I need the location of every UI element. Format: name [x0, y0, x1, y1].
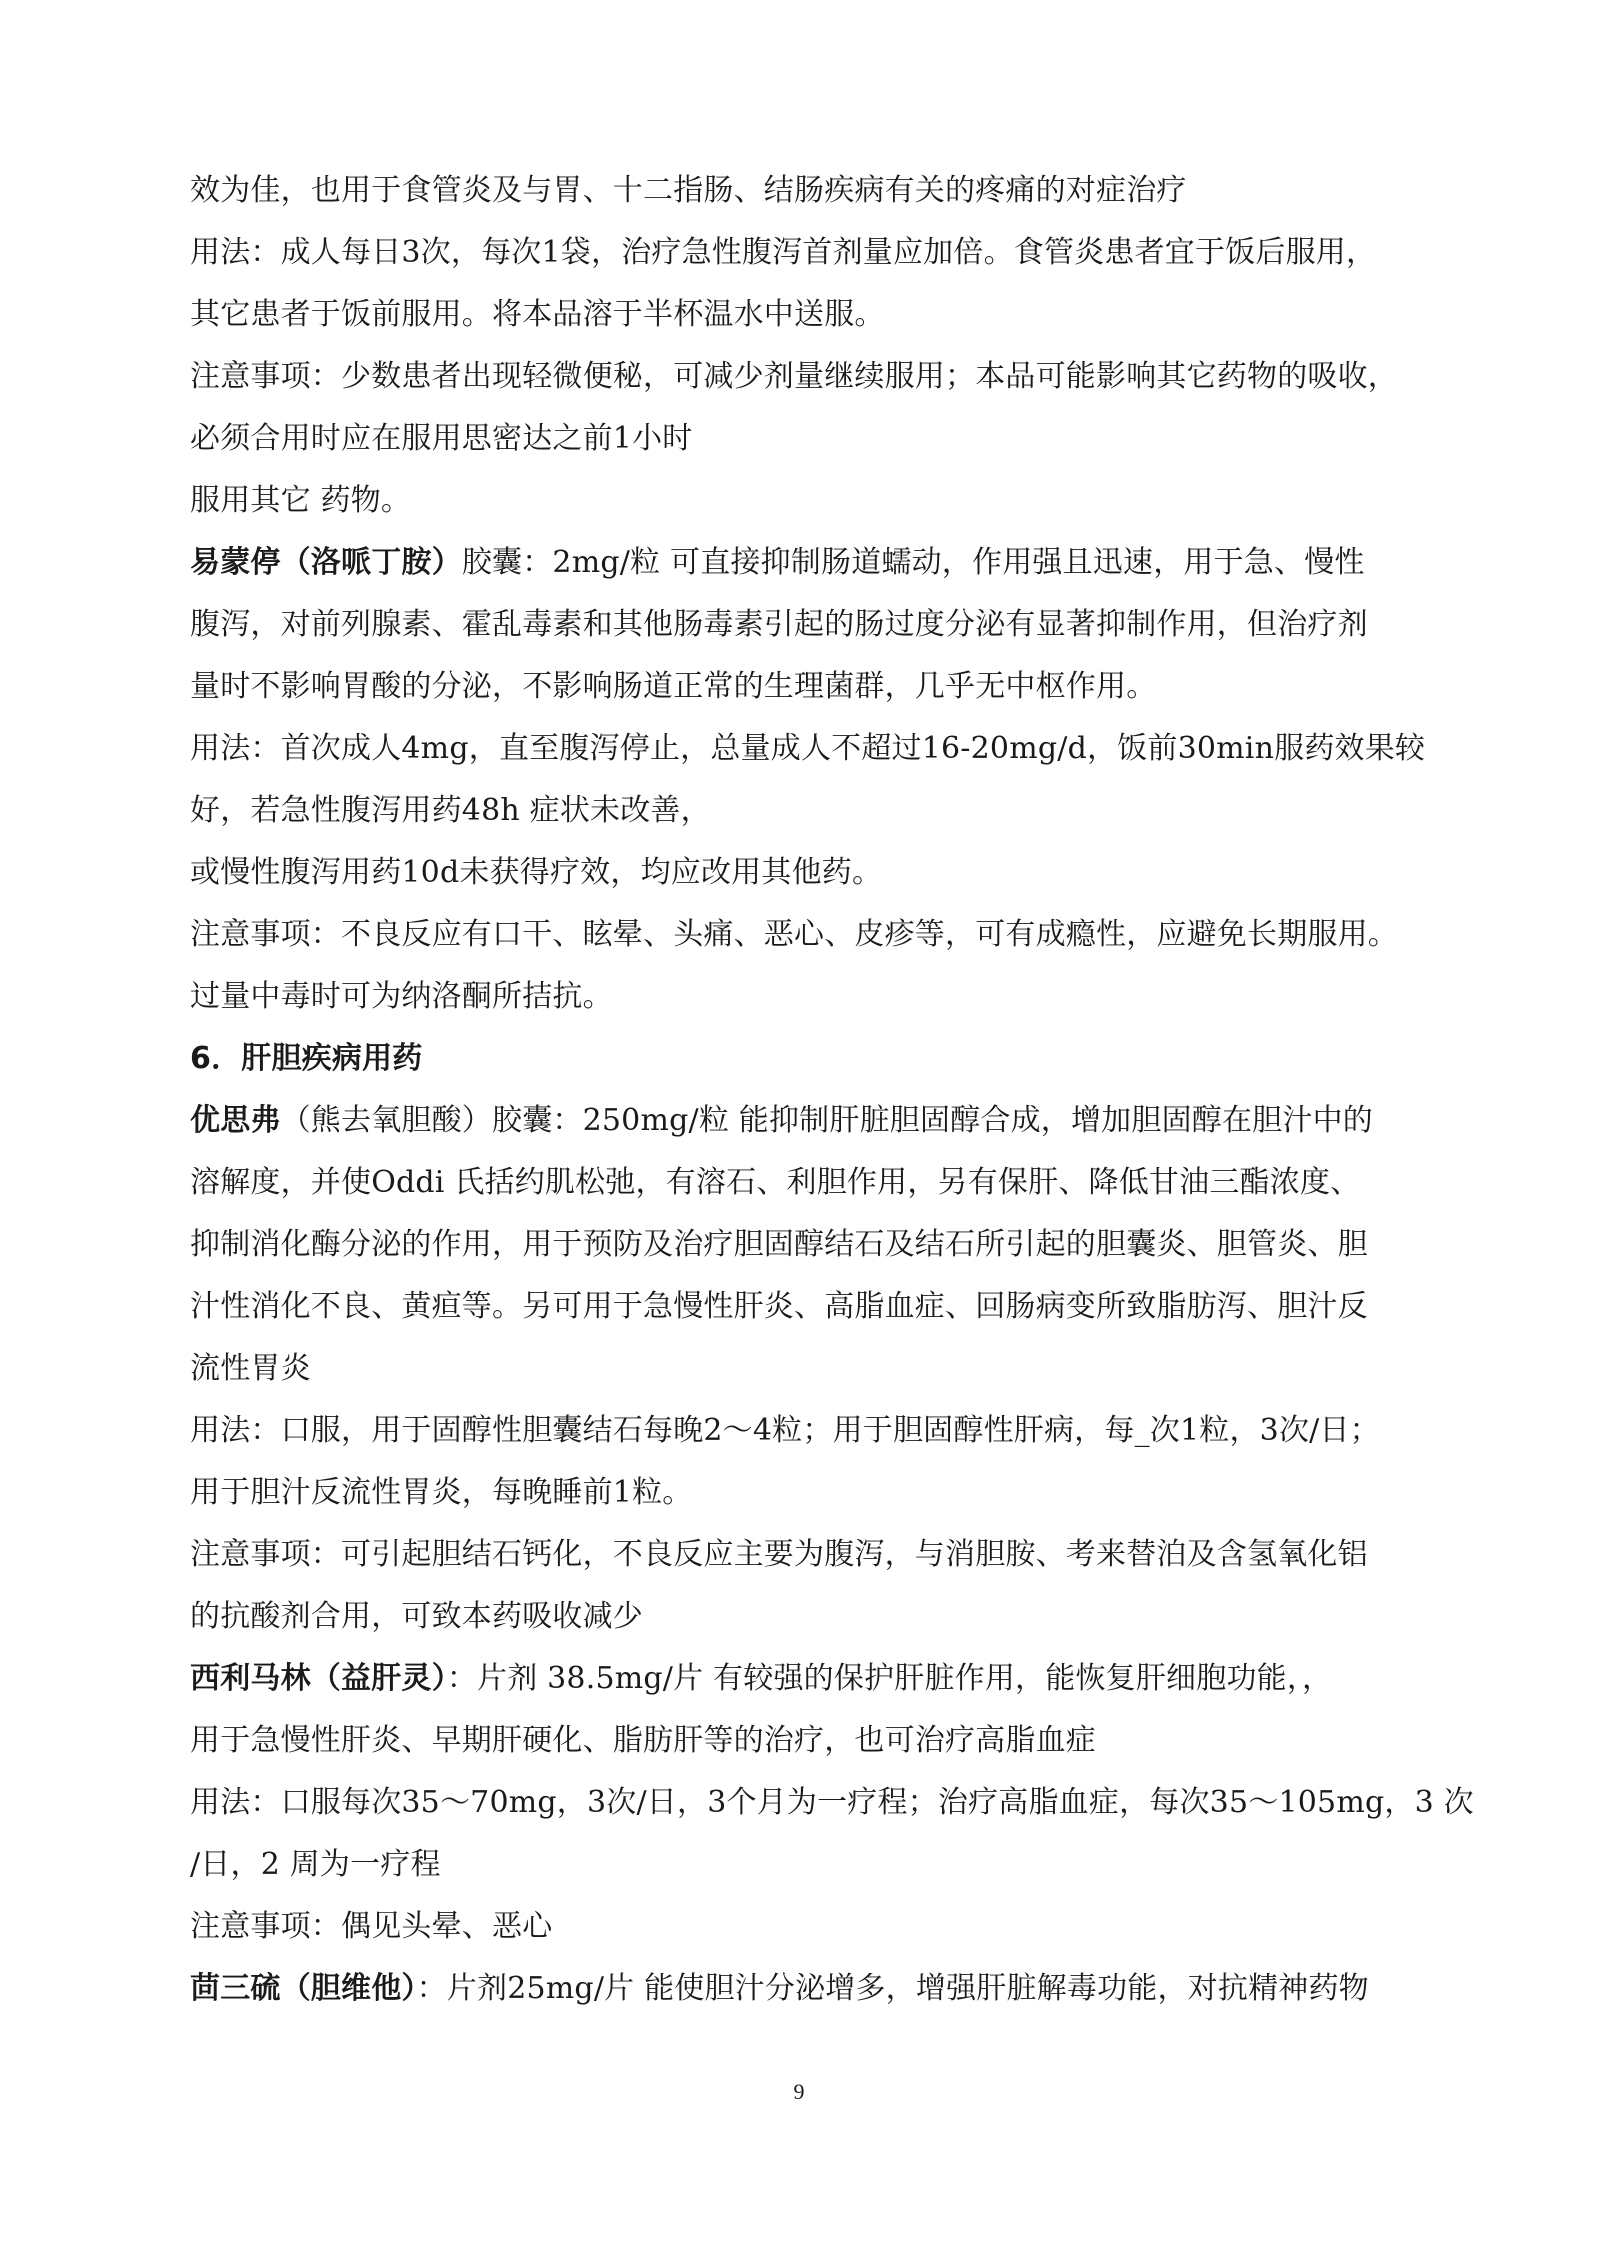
section-heading: 6．肝胆疾病用药 [190, 1041, 423, 1076]
paragraph-line: 注意事项：少数患者出现轻微便秘，可减少剂量继续服用；本品可能影响其它药物的吸收， [190, 359, 1398, 394]
paragraph-line: 的抗酸剂合用，可致本药吸收减少 [190, 1599, 643, 1634]
paragraph-line: 注意事项：偶见头晕、恶心 [190, 1909, 553, 1944]
section-heading-line [190, 1028, 1440, 1090]
drug-entry-line: 茴三硫（胆维他）：片剂25mg/片 能使胆汁分泌增多，增强肝脏解毒功能，对抗精神药物 [190, 1971, 1369, 2006]
paragraph-line: 用法：口服，用于固醇性胆囊结石每晚2～4粒；用于胆固醇性肝病，每_次1粒，3次/日； [190, 1413, 1380, 1448]
paragraph-line: 用法：成人每日3次，每次1袋，治疗急性腹泻首剂量应加倍。食管炎患者宜于饭后服用， [190, 235, 1377, 270]
document-body [190, 160, 1474, 2020]
drug-name: 茴三硫（胆维他） [190, 1971, 417, 2006]
drug-name: 易蒙停（洛哌丁胺） [190, 545, 462, 580]
paragraph-line: 溶解度，并使Oddi 氏括约肌松弛，有溶石、利胆作用，另有保肝、降低甘油三酯浓度、 [190, 1165, 1361, 1200]
drug-name: 优思弗 [190, 1103, 281, 1138]
paragraph-line: 其它患者于饭前服用。将本品溶于半杯温水中送服。 [190, 297, 885, 332]
paragraph-line: 注意事项：可引起胆结石钙化，不良反应主要为腹泻，与消胆胺、考来替泊及含氢氧化铝 [190, 1537, 1368, 1572]
drug-name: 西利马林（益肝灵） [190, 1661, 447, 1696]
paragraph-line: 汁性消化不良、黄疸等。另可用于急慢性肝炎、高脂血症、回肠病变所致脂肪泻、胆汁反 [190, 1289, 1368, 1324]
paragraph-line: 好，若急性腹泻用药48h 症状未改善， [190, 793, 711, 828]
paragraph-line: 效为佳，也用于食管炎及与胃、十二指肠、结肠疾病有关的疼痛的对症治疗 [190, 173, 1187, 208]
paragraph-line: 流性胃炎 [190, 1351, 311, 1386]
drug-entry-line: 优思弗（熊去氧胆酸）胶囊：250mg/粒 能抑制肝脏胆固醇合成，增加胆固醇在胆汁中的 [190, 1103, 1373, 1138]
drug-entry-line: 西利马林（益肝灵）：片剂 38.5mg/片 有较强的保护肝脏作用，能恢复肝细胞功能，， [190, 1661, 1333, 1696]
paragraph-line: 用于胆汁反流性胃炎，每晚睡前1粒。 [190, 1475, 693, 1510]
paragraph-line: 用法：首次成人4mg，直至腹泻停止，总量成人不超过16-20mg/d，饭前30min服药效果较 [190, 731, 1426, 766]
drug-entry-line: 易蒙停（洛哌丁胺）胶囊：2mg/粒 可直接抑制肠道蠕动，作用强且迅速，用于急、慢性 [190, 545, 1365, 580]
paragraph-line: 量时不影响胃酸的分泌，不影响肠道正常的生理菌群，几乎无中枢作用。 [190, 669, 1157, 704]
paragraph-line: 过量中毒时可为纳洛酮所拮抗。 [190, 979, 613, 1014]
paragraph-line: 必须合用时应在服用思密达之前1小时 [190, 421, 693, 456]
page-number: 9 [793, 2079, 805, 2104]
paragraph-line: /日，2 周为一疗程 [190, 1847, 441, 1882]
paragraph-line: 抑制消化酶分泌的作用，用于预防及治疗胆固醇结石及结石所引起的胆囊炎、胆管炎、胆 [190, 1227, 1368, 1262]
paragraph-line: 用于急慢性肝炎、早期肝硬化、脂肪肝等的治疗，也可治疗高脂血症 [190, 1723, 1096, 1758]
paragraph-line: 用法：口服每次35～70mg，3次/日，3个月为一疗程；治疗高脂血症，每次35～105mg，3 次 [190, 1785, 1474, 1820]
paragraph-line: 注意事项：不良反应有口干、眩晕、头痛、恶心、皮疹等，可有成瘾性，应避免长期服用。 [190, 917, 1398, 952]
paragraph-line: 腹泻，对前列腺素、霍乱毒素和其他肠毒素引起的肠过度分泌有显著抑制作用，但治疗剂 [190, 607, 1368, 642]
paragraph-line: 或慢性腹泻用药10d未获得疗效，均应改用其他药。 [190, 855, 883, 890]
paragraph-line: 服用其它 药物。 [190, 483, 412, 518]
